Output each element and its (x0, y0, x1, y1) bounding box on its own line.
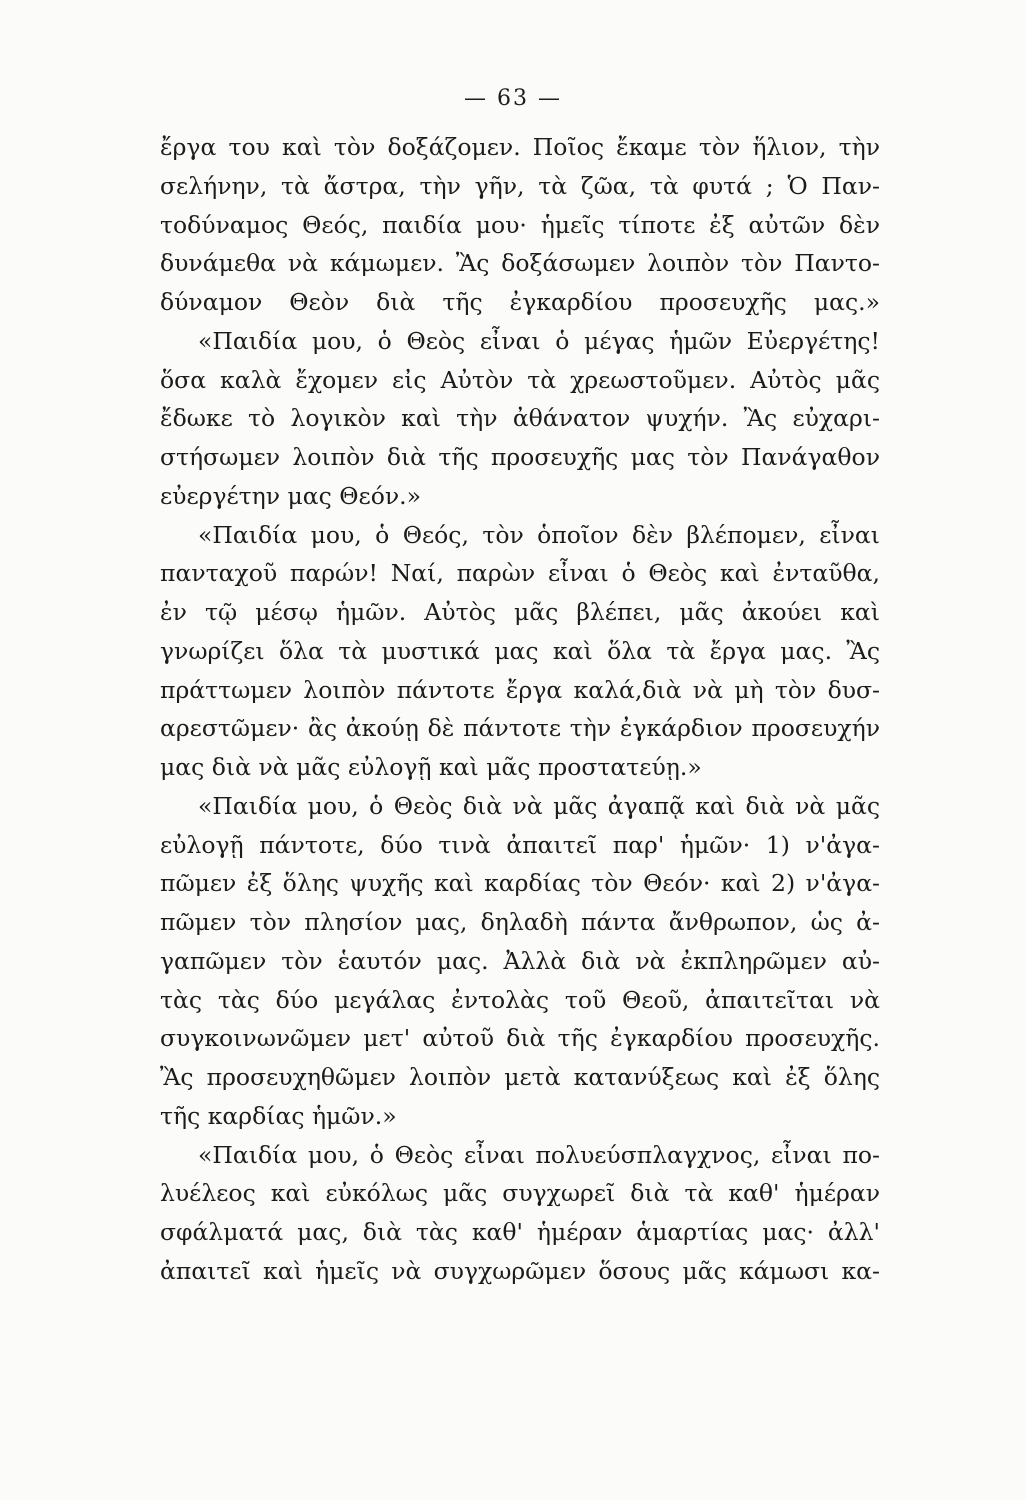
text-line: πράττωμεν λοιπὸν πάντοτε ἔργα καλά,διὰ νὰ μὴ τὸν δυσ- (160, 675, 880, 704)
text-line: στήσωμεν λοιπὸν διὰ τῆς προσευχῆς μας τὸν Πανάγαθον (160, 443, 880, 471)
text-line: τῆς καρδίας ἡμῶν.» (160, 1101, 397, 1130)
text-line: «Παιδία μου, ὁ Θεός, τὸν ὁποῖον δὲν βλέπομεν, εἶναι (198, 520, 880, 549)
text-line: αρεστῶμεν· ἂς ἀκούῃ δὲ πάντοτε τὴν ἐγκάρδιον προσευχήν (160, 714, 880, 743)
text-line: ἔργα του καὶ τὸν δοξάζομεν. Ποῖος ἔκαμε τὸν ἥλιον, τὴν (160, 133, 880, 161)
text-line: δύναμον Θεὸν διὰ τῆς ἐγκαρδίου προσευχῆς μας.» (160, 288, 880, 316)
text-line: γαπῶμεν τὸν ἑαυτόν μας. Ἀλλὰ διὰ νὰ ἐκπληρῶμεν αὐ- (160, 946, 880, 975)
text-line: ἀπαιτεῖ καὶ ἡμεῖς νὰ συγχωρῶμεν ὅσους μᾶς κάμωσι κα- (160, 1256, 880, 1285)
body-text (160, 128, 880, 1291)
text-line: σφάλματά μας, διὰ τὰς καθ' ἡμέραν ἁμαρτίας μας· ἀλλ' (160, 1218, 880, 1246)
text-line: πῶμεν τὸν πλησίον μας, δηλαδὴ πάντα ἄνθρωπον, ὡς ἀ- (160, 908, 880, 936)
text-line: γνωρίζει ὅλα τὰ μυστικά μας καὶ ὅλα τὰ ἔργα μας. Ἂς (160, 636, 880, 665)
text-line: σελήνην, τὰ ἄστρα, τὴν γῆν, τὰ ζῶα, τὰ φυτά ; Ὁ Παν- (160, 171, 880, 200)
text-line: εὐλογῇ πάντοτε, δύο τινὰ ἀπαιτεῖ παρ' ἡμῶν· 1) ν'ἀγα- (160, 830, 880, 859)
text-line: εὐεργέτην μας Θεόν.» (160, 481, 422, 510)
text-line: «Παιδία μου, ὁ Θεὸς διὰ νὰ μᾶς ἀγαπᾷ καὶ διὰ νὰ μᾶς (198, 791, 880, 820)
text-line: «Παιδία μου, ὁ Θεὸς εἶναι πολυεύσπλαγχνος, εἶναι πο- (198, 1140, 880, 1169)
text-line: ἔδωκε τὸ λογικὸν καὶ τὴν ἀθάνατον ψυχήν. Ἂς εὐχαρι- (160, 404, 880, 433)
text-line: «Παιδία μου, ὁ Θεὸς εἶναι ὁ μέγας ἡμῶν Εὐεργέτης! (198, 326, 880, 355)
text-line: δυνάμεθα νὰ κάμωμεν. Ἂς δοξάσωμεν λοιπὸν τὸν Παντο- (160, 249, 880, 278)
text-line: πανταχοῦ παρών! Ναί, παρὼν εἶναι ὁ Θεὸς καὶ ἐνταῦθα, (160, 559, 880, 588)
text-line: μας διὰ νὰ μᾶς εὐλογῇ καὶ μᾶς προστατεύῃ.» (160, 753, 702, 781)
text-line: ὅσα καλὰ ἔχομεν εἰς Αὐτὸν τὰ χρεωστοῦμεν. Αὐτὸς μᾶς (160, 365, 880, 394)
text-line: συγκοινωνῶμεν μετ' αὐτοῦ διὰ τῆς ἐγκαρδίου προσευχῆς. (160, 1024, 880, 1053)
page-number: — 63 — (464, 86, 562, 111)
text-line: Ἂς προσευχηθῶμεν λοιπὸν μετὰ κατανύξεως καὶ ἐξ ὅλης (160, 1063, 880, 1091)
text-line: τοδύναμος Θεός, παιδία μου· ἡμεῖς τίποτε ἐξ αὐτῶν δὲν (160, 210, 880, 239)
text-line: πῶμεν ἐξ ὅλης ψυχῆς καὶ καρδίας τὸν Θεόν· καὶ 2) ν'ἀγα- (160, 869, 880, 898)
text-line: λυέλεος καὶ εὐκόλως μᾶς συγχωρεῖ διὰ τὰ καθ' ἡμέραν (160, 1179, 880, 1208)
text-line: ἐν τῷ μέσῳ ἡμῶν. Αὐτὸς μᾶς βλέπει, μᾶς ἀκούει καὶ (160, 598, 880, 626)
text-line: τὰς τὰς δύο μεγάλας ἐντολὰς τοῦ Θεοῦ, ἀπαιτεῖται νὰ (160, 985, 880, 1014)
